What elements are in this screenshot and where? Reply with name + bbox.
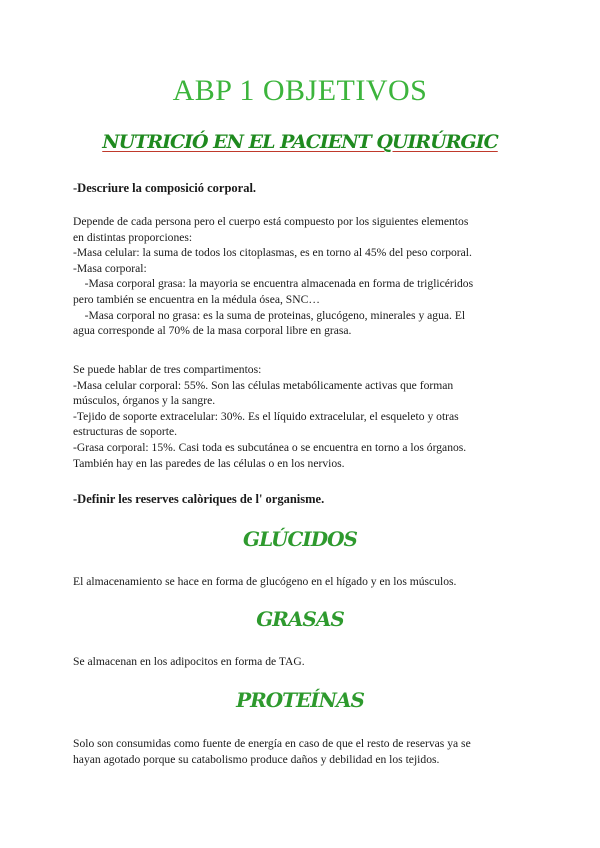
text-line: -Masa celular corporal: 55%. Son las células metabólicamente activas que forman: [73, 378, 454, 392]
section-heading-proteinas: PROTEÍNAS: [236, 688, 364, 712]
page-title: ABP 1 OBJETIVOS: [172, 74, 428, 107]
page-subtitle: NUTRICIÓ EN EL PACIENT QUIRÚRGIC: [102, 131, 498, 153]
text-line: -Masa corporal grasa: la mayoria se encuentra almacenada en forma de triglicéridos: [73, 277, 474, 291]
text-line: El almacenamiento se hace en forma de glucógeno en el hígado y en los músculos.: [73, 575, 457, 588]
text-line: Se puede hablar de tres compartimentos:: [73, 363, 262, 376]
text-line: -Tejido de soporte extracelular: 30%. Es el líquido extracelular, el esqueleto y otras: [73, 409, 459, 423]
proteinas-text: [73, 736, 533, 767]
composition-paragraph: [73, 214, 533, 339]
objective-2-heading: -Definir les reserves calòriques de l' organisme.: [73, 492, 325, 506]
text-line: en distintas proporciones:: [73, 230, 193, 244]
text-line: pero también se encuentra en la médula ósea, SNC…: [73, 292, 320, 306]
objective-1-heading: -Descriure la composició corporal.: [73, 181, 257, 195]
text-line: hayan agotado porque su catabolismo produce daños y debilidad en los tejidos.: [73, 752, 440, 766]
text-line: -Masa corporal no grasa: es la suma de proteinas, glucógeno, minerales y agua. El: [73, 308, 466, 322]
compartments-paragraph: [73, 362, 533, 471]
grasas-text: [73, 654, 533, 670]
text-line: Depende de cada persona pero el cuerpo está compuesto por los siguientes elementos: [73, 215, 469, 228]
text-line: músculos, órganos y la sangre.: [73, 394, 216, 408]
text-line: También hay en las paredes de las células o en los nervios.: [73, 456, 345, 470]
text-line: -Masa corporal:: [73, 261, 147, 275]
text-line: -Masa celular: la suma de todos los citoplasmas, es en torno al 45% del peso corporal.: [73, 246, 472, 260]
section-heading-grasas: GRASAS: [256, 607, 344, 631]
text-line: Solo son consumidas como fuente de energía en caso de que el resto de reservas ya se: [73, 737, 471, 750]
text-line: estructuras de soporte.: [73, 425, 177, 439]
text-line: agua corresponde al 70% de la masa corporal libre en grasa.: [73, 324, 352, 338]
section-heading-glucidos: GLÚCIDOS: [243, 527, 357, 551]
glucidos-text: [73, 574, 533, 590]
text-line: Se almacenan en los adipocitos en forma de TAG.: [73, 655, 305, 668]
text-line: -Grasa corporal: 15%. Casi toda es subcutánea o se encuentra en torno a los órganos.: [73, 440, 467, 454]
